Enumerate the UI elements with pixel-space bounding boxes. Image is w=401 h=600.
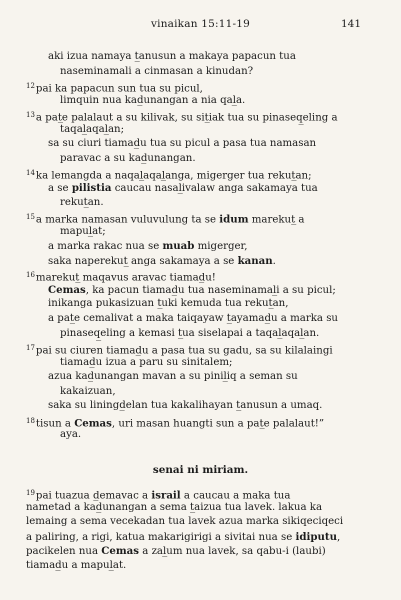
page-number: 141 [340,18,361,30]
text-line: $^{17}$pai su ciuren tiamad̲u a pasa tua su gadu, sa su kilalaingi [26,344,333,357]
text-line: a paliring, a rigi, katua makarigirigi a sivitai nua se idiputu, [26,530,341,543]
text-line: aya. [60,429,82,441]
text-line: naseminamali a cinmasan a kinudan? [60,65,254,77]
text-line: a pat̲e cemalivat a maka taiqayaw t̲ayamad̲u a marka su [48,312,338,324]
proper-noun: idum [219,213,249,226]
verse-number: 13 [26,111,35,120]
verse-number: 19 [26,489,35,497]
text-line: pacikelen nua Cemas a zal̲um nua lavek, sa qabu-i (laubi) [26,545,326,558]
text-line: $^{13}$a pat̲e palalaut a su kilivak, su sit̲iak tua su pinaseq̲eling a [26,111,338,124]
text-line: a se pilistia caucau nasal̲ivalaw anga sakamaya tua [48,182,318,194]
proper-noun: Cemas [101,545,140,558]
text-line: kakaizuan, [60,385,116,397]
verse-number: 17 [26,344,35,352]
text-line: $^{18}$tisun a Cemas, uri masan huangti sun a pat̲e palalaut!” [26,416,325,430]
text-line: mapul̲at; [60,225,106,237]
proper-noun: Cemas [74,417,112,430]
text-line: taqal̲aqal̲an; [60,123,125,135]
proper-noun: muab [162,240,195,253]
text-line: limquin nua kad̲unangan a nia qal̲a. [60,94,246,106]
text-line: lemaing a sema vecekadan tua lavek azua marka sikiqeciqeci [26,516,344,528]
text-line: azua kad̲unangan mavan a su pinil̲iq a seman su [48,371,298,383]
text-line: $^{15}$a marka namasan vuluvulung ta se idum marekut̲ a [26,213,305,226]
text-line: saka su liningd̲elan tua kakalihayan t̲anusun a umaq. [48,400,323,412]
section-heading: senai ni miriam. [152,464,249,476]
text-line: $^{16}$marekut̲ maqavus aravac tiamad̲u! [26,271,216,284]
text-line: a marka rakac nua se muab migerger, [48,240,248,253]
proper-noun: israil [151,489,181,502]
text-line: saka naperekut̲ anga sakamaya a se kanan. [48,254,276,267]
text-line: sa su ciuri tiamad̲u tua su picul a pasa tua namasan [48,138,317,150]
proper-noun: pilistia [71,182,112,194]
text-line: tiamad̲u a mapul̲at. [26,559,127,571]
proper-noun: Cemas [48,283,86,296]
verse-number: 15 [26,213,35,222]
text-line: $^{14}$ka lemangda a naqal̲aqal̲anga, migerger tua rekut̲an; [26,169,312,182]
text-line: $^{12}$pai ka papacun sun tua su picul, [26,82,203,95]
running-head: vinaikan 15:11-19 [151,18,250,30]
text-line: pinaseq̲eling a kemasi t̲ua siselapai a taqal̲aqal̲an. [60,327,320,339]
page-header [0,18,401,32]
text-line: rekut̲an. [60,196,104,208]
text-line: paravac a su kad̲unangan. [60,152,196,164]
text-line: nametad a kad̲unangan a sema t̲aizua tua lavek. lakua ka [26,501,323,513]
text-line: tiamad̲u izua a paru su sinitalem; [60,356,233,368]
proper-noun: kanan [237,254,273,267]
verse-number: 16 [26,271,35,280]
text-line: $^{19}$pai tuazua d̲emavac a israil a caucau a maka tua [26,489,291,502]
text-line: Cemas, ka pacun tiamad̲u tua naseminamal̲i a su picul; [48,283,336,296]
verse-number: 14 [26,169,35,178]
verse-number: 12 [26,82,35,91]
verse-number: 18 [26,416,35,425]
proper-noun: idiputu [295,530,337,543]
text-line: aki izua namaya t̲anusun a makaya papacun tua [48,51,296,62]
text-line: inikanga pukasizuan t̲uki kemuda tua rekut̲an, [48,298,289,310]
